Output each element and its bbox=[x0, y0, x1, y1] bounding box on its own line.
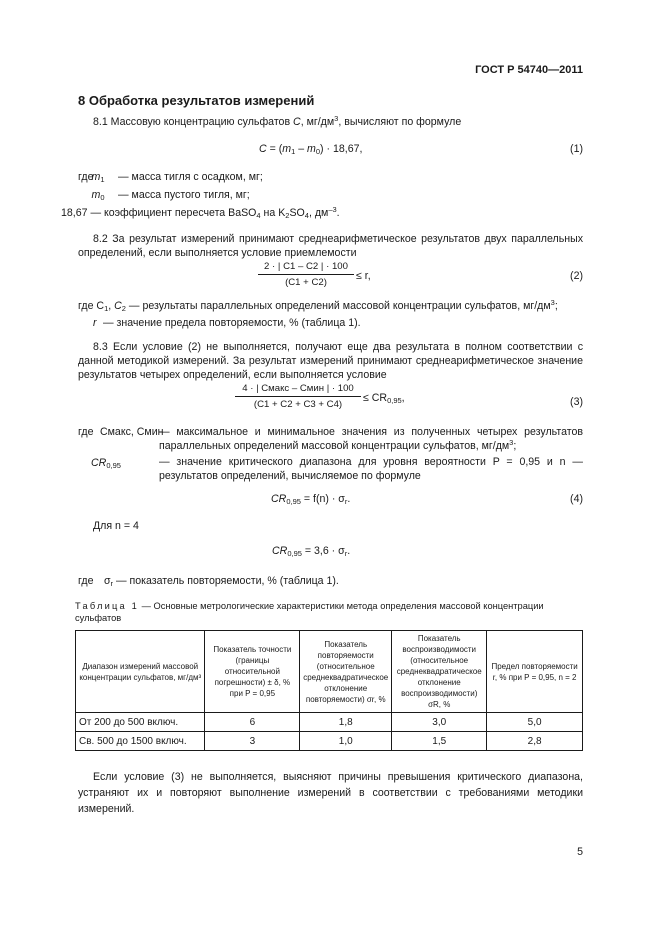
table-cell: От 200 до 500 включ. bbox=[76, 713, 205, 732]
formula-2-number: (2) bbox=[570, 270, 583, 282]
where-label-3: где bbox=[78, 426, 94, 438]
var-r: r bbox=[93, 317, 97, 329]
formula-2-rhs: ≤ r, bbox=[356, 270, 371, 282]
table-caption: Таблица 1 — Основные метрологические характеристики метода определения массовой концентрации сульфатов bbox=[75, 601, 544, 623]
where-label-4: где bbox=[78, 575, 94, 587]
metrology-table bbox=[75, 630, 583, 751]
formula-5: $CR_{0,95} = 3,6 \cdot \sigma_r$. bbox=[272, 545, 351, 558]
def-r: — значение предела повторяемости, % (таблица 1). bbox=[103, 317, 361, 329]
var-m1: $m_1$ bbox=[91, 171, 105, 184]
header-accuracy: Показатель точности (границы относительной погрешности) ± δ, % при P = 0,95 bbox=[205, 631, 300, 713]
paragraph-8-3: 8.3 Если условие (2) не выполняется, получают еще два результата в полном соответствии с данной методикой измерений. За результат измерений принимают среднеарифметическое значение результатов четырех определений, если выполняется условие bbox=[78, 341, 583, 381]
section-title: 8 Обработка результатов измерений bbox=[78, 93, 315, 108]
formula-3-denominator: (C1 + C2 + C3 + C4) bbox=[253, 399, 343, 410]
formula-1-number: (1) bbox=[570, 143, 583, 155]
table-cell: 1,5 bbox=[392, 732, 487, 751]
final-paragraph: Если условие (3) не выполняется, выясняют причины превышения критического диапазона, устраняют их и повторяют выполнение измерений в соответствии с требованиями методики измерений. bbox=[78, 771, 583, 815]
formula-3-fraction bbox=[235, 383, 361, 410]
table-cell: 1,0 bbox=[300, 732, 392, 751]
formula-4-number: (4) bbox=[570, 493, 583, 505]
paragraph-8-1: 8.1 Массовую концентрацию сульфатов C, $мг/дм^3$, вычисляют по формуле bbox=[93, 114, 462, 128]
def-m0: — масса пустого тигля, мг; bbox=[118, 189, 250, 201]
def-cr: — значение критического диапазона для уровня вероятности P = 0,95 и n — результатов определений, вычисляемое по формуле bbox=[159, 456, 583, 482]
paragraph-8-2: 8.2 За результат измерений принимают среднеарифметическое результатов двух параллельных определений, если выполняется условие приемлемости bbox=[78, 233, 583, 259]
var-cr: $CR_{0,95}$ bbox=[91, 457, 121, 470]
def-sigma-r: $\sigma_r$ — показатель повторяемости, % (таблица 1). bbox=[104, 575, 339, 588]
header-repeatability: Показатель повторяемости (относительное среднеквадратическое отклонение повторяемости) σr, % bbox=[300, 631, 392, 713]
formula-2-numerator: 2 · | C1 – C2 | · 100 bbox=[264, 261, 348, 272]
table-cell: 3 bbox=[205, 732, 300, 751]
document-id: ГОСТ Р 54740—2011 bbox=[475, 64, 583, 76]
table-cell: 5,0 bbox=[487, 713, 583, 732]
header-reproducibility: Показатель воспроизводимости (относительное среднеквадратическое отклонение воспроизводимости) σR, % bbox=[392, 631, 487, 713]
table-cell: 1,8 bbox=[300, 713, 392, 732]
formula-3-number: (3) bbox=[570, 396, 583, 408]
table-cell: 6 bbox=[205, 713, 300, 732]
def-cmax-cmin: — максимальное и минимальное значения из полученных четырех результатов параллельных определений массовой концентрации сульфатов, $мг/дм^3$; bbox=[159, 426, 583, 452]
var-m0: $m_0$ bbox=[91, 189, 105, 202]
table-cell: 3,0 bbox=[392, 713, 487, 732]
formula-1: $C = (m_1 - m_0) \cdot 18,67$, bbox=[259, 143, 363, 156]
table-cell: Св. 500 до 1500 включ. bbox=[76, 732, 205, 751]
def-m1: — масса тигля с осадком, мг; bbox=[118, 171, 263, 183]
var-cmax-cmin: Cмакс, Cмин bbox=[100, 426, 164, 438]
table-cell: 2,8 bbox=[487, 732, 583, 751]
header-limit: Предел повторяемости r, % при P = 0,95, n = 2 bbox=[487, 631, 583, 713]
for-n-text: Для n = 4 bbox=[93, 520, 139, 532]
formula-2-denominator: (C1 + C2) bbox=[285, 277, 327, 288]
def-coefficient: 18,67 — коэффициент пересчета BaSO$_4$ на $K_2SO_4$, $дм^{-3}$. bbox=[61, 205, 340, 220]
def-c1-c2: где $C_1$, $C_2$ — результаты параллельных определений массовой концентрации сульфатов, $мг/дм^3$; bbox=[78, 298, 558, 313]
formula-3-numerator: 4 · | Cмакс – Cмин | · 100 bbox=[242, 383, 354, 394]
table-row bbox=[76, 732, 583, 751]
header-range: Диапазон измерений массовой концентрации сульфатов, мг/дм³ bbox=[76, 631, 205, 713]
table-header-row bbox=[76, 631, 583, 713]
page-number: 5 bbox=[577, 846, 583, 858]
formula-3-rhs: ≤ $CR_{0,95}$, bbox=[363, 392, 405, 405]
formula-2-fraction bbox=[258, 261, 354, 288]
formula-4: $CR_{0,95} = f(n) \cdot \sigma_r$. bbox=[271, 493, 351, 506]
where-label: где bbox=[78, 171, 94, 183]
table-row bbox=[76, 713, 583, 732]
